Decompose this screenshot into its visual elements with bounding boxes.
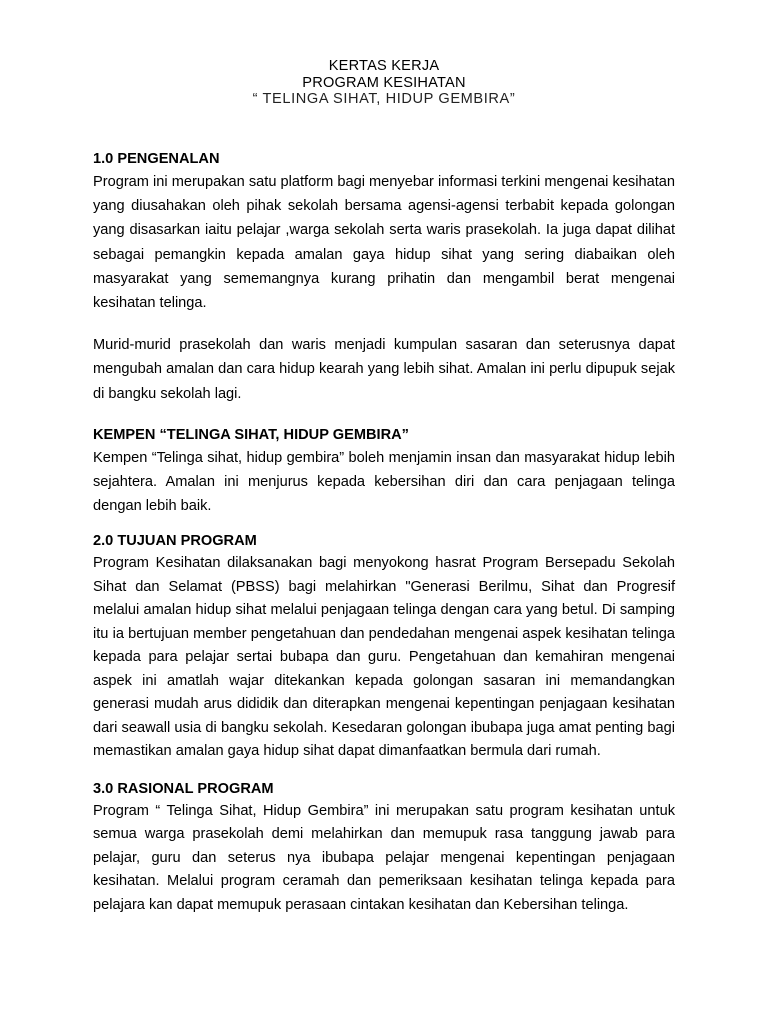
section-tujuan: [93, 532, 675, 764]
section-paragraph: Kempen “Telinga sihat, hidup gembira” boleh menjamin insan dan masyarakat hidup lebih sejahtera. Amalan ini menjurus kepada kebersihan diri dan cara penjagaan telinga dengan lebih baik.: [93, 449, 675, 515]
program-slogan: “ TELINGA SIHAT, HIDUP GEMBIRA”: [252, 91, 516, 107]
document-body: [93, 150, 675, 917]
section-paragraph: Program ini merupakan satu platform bagi menyebar informasi terkini mengenai kesihatan yang diusahakan oleh pihak sekolah bersama agensi-agensi terbabit kepada golongan yang disasarkan iaitu pelajar ,warga sekolah serta waris prasekolah. Ia juga dapat dilihat sebagai pemangkin kepada amalan gaya hidup sihat yang sering diabaikan oleh masyarakat yang sememangnya kurang prihatin dan mengambil berat mengenai kesihatan telinga.: [93, 174, 675, 312]
section-kempen: [93, 426, 675, 519]
document-title-block: [0, 58, 768, 108]
section-paragraph: Program Kesihatan dilaksanakan bagi menyokong hasrat Program Bersepadu Sekolah Sihat dan Selamat (PBSS) bagi melahirkan "Generasi Berilmu, Sihat dan Progresif melalui amalan hidup sihat melalui penjagaan telinga dengan cara yang betul. Di samping itu ia bertujuan member pengetahuan dan pendedahan mengenai aspek kesihatan telinga kepada para pelajar sertai bubapa dan guru. Pengetahuan dan kemahiran mengenai aspek ini amatlah wajar ditekankan kepada golongan sasaran ini memandangkan generasi mudah arus dididik dan diterapkan mengenai kepentingan penjagaan kesihatan dari seawall usia di bangku sekolah. Kesedaran golongan ibubapa juga amat penting bagi memastikan amalan gaya hidup sihat dapat dimanfaatkan bermula dari rumah.: [93, 555, 675, 760]
section-heading: 3.0 RASIONAL PROGRAM: [93, 780, 274, 797]
section-heading: 1.0 PENGENALAN: [93, 151, 220, 167]
document-subtitle: PROGRAM KESIHATAN: [302, 74, 466, 91]
section-rasional: [93, 780, 675, 918]
section-heading: KEMPEN “TELINGA SIHAT, HIDUP GEMBIRA”: [93, 426, 409, 443]
section-paragraph: Program “ Telinga Sihat, Hidup Gembira” ini merupakan satu program kesihatan untuk semua warga prasekolah demi melahirkan dan memupuk rasa tanggung jawab para pelajar, guru dan seterus nya ibubapa pelajar mengenai kepentingan penjagaan kesihatan. Melalui program ceramah dan pemeriksaan kesihatan telinga kepada para pelajara kan dapat memupuk perasaan cintakan kesihatan dan Kebersihan telinga.: [93, 802, 675, 913]
document-title: KERTAS KERJA: [328, 58, 440, 74]
section-pengenalan: [93, 150, 675, 406]
section-heading: 2.0 TUJUAN PROGRAM: [93, 533, 257, 550]
section-paragraph: Murid-murid prasekolah dan waris menjadi kumpulan sasaran dan seterusnya dapat mengubah amalan dan cara hidup kearah yang lebih sihat. Amalan ini perlu dipupuk sejak di bangku sekolah lagi.: [93, 337, 675, 402]
